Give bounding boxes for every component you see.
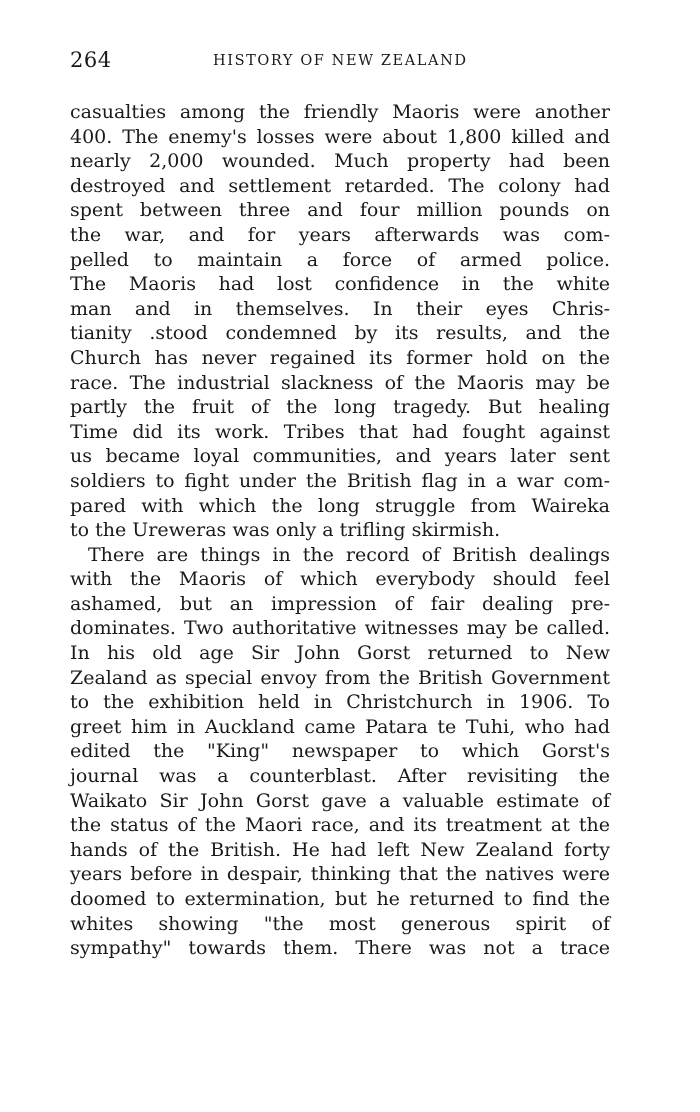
text-line: ashamed, but an impression of fair dealing pre- (70, 592, 610, 615)
text-line: edited the "King" newspaper to which Gorst's (70, 740, 610, 763)
text-line: sympathy" towards them. There was not a trace (70, 937, 610, 960)
text-line: tianity .stood condemned by its results, and the (70, 322, 610, 345)
text-line: There are things in the record of British dealings (88, 543, 610, 566)
text-line: soldiers to fight under the British flag in a war com- (70, 469, 610, 492)
text-line: pared with which the long struggle from Waireka (70, 494, 610, 517)
running-head (70, 48, 610, 78)
text-line: nearly 2,000 wounded. Much property had been (70, 150, 610, 173)
text-line: Church has never regained its former hold on the (70, 346, 610, 369)
text-line: man and in themselves. In their eyes Chris- (70, 297, 610, 320)
text-line: journal was a counterblast. After revisiting the (70, 765, 610, 788)
text-line: to the exhibition held in Christchurch in 1906. To (70, 691, 610, 714)
text-line: greet him in Auckland came Patara te Tuhi, who had (70, 715, 610, 738)
text-line: Zealand as special envoy from the British Government (70, 666, 610, 689)
text-line: years before in despair, thinking that the natives were (70, 863, 610, 886)
text-line: Time did its work. Tribes that had fought against (70, 420, 610, 443)
text-line: hands of the British. He had left New Zealand forty (70, 838, 610, 861)
text-line: The Maoris had lost confidence in the white (70, 273, 610, 296)
text-line: the status of the Maori race, and its treatment at the (70, 814, 610, 837)
text-line: with the Maoris of which everybody should feel (70, 568, 610, 591)
text-line: spent between three and four million pounds on (70, 199, 610, 222)
running-title: HISTORY OF NEW ZEALAND (213, 53, 468, 69)
text-line: the war, and for years afterwards was com- (70, 223, 610, 246)
page-number: 264 (70, 48, 112, 72)
text-line: to the Ureweras was only a trifling skirmish. (70, 519, 501, 542)
text-line: whites showing "the most generous spirit of (70, 912, 610, 935)
text-line: 400. The enemy's losses were about 1,800 killed and (70, 125, 610, 148)
paragraph (70, 100, 610, 543)
body-text (70, 100, 610, 961)
text-line: doomed to extermination, but he returned to find the (70, 888, 610, 910)
text-line: In his old age Sir John Gorst returned to New (70, 642, 610, 665)
text-line: Waikato Sir John Gorst gave a valuable estimate of (70, 789, 610, 812)
text-line: dominates. Two authoritative witnesses may be called. (70, 617, 610, 640)
text-line: us became loyal communities, and years later sent (70, 445, 610, 468)
text-line: partly the fruit of the long tragedy. But healing (70, 396, 610, 419)
text-line: pelled to maintain a force of armed police. (70, 248, 610, 271)
paragraph (70, 543, 610, 961)
paragraphs (70, 100, 610, 961)
text-line: race. The industrial slackness of the Maoris may be (70, 371, 610, 394)
text-line: destroyed and settlement retarded. The colony had (70, 174, 610, 197)
text-line: casualties among the friendly Maoris were another (70, 101, 610, 123)
